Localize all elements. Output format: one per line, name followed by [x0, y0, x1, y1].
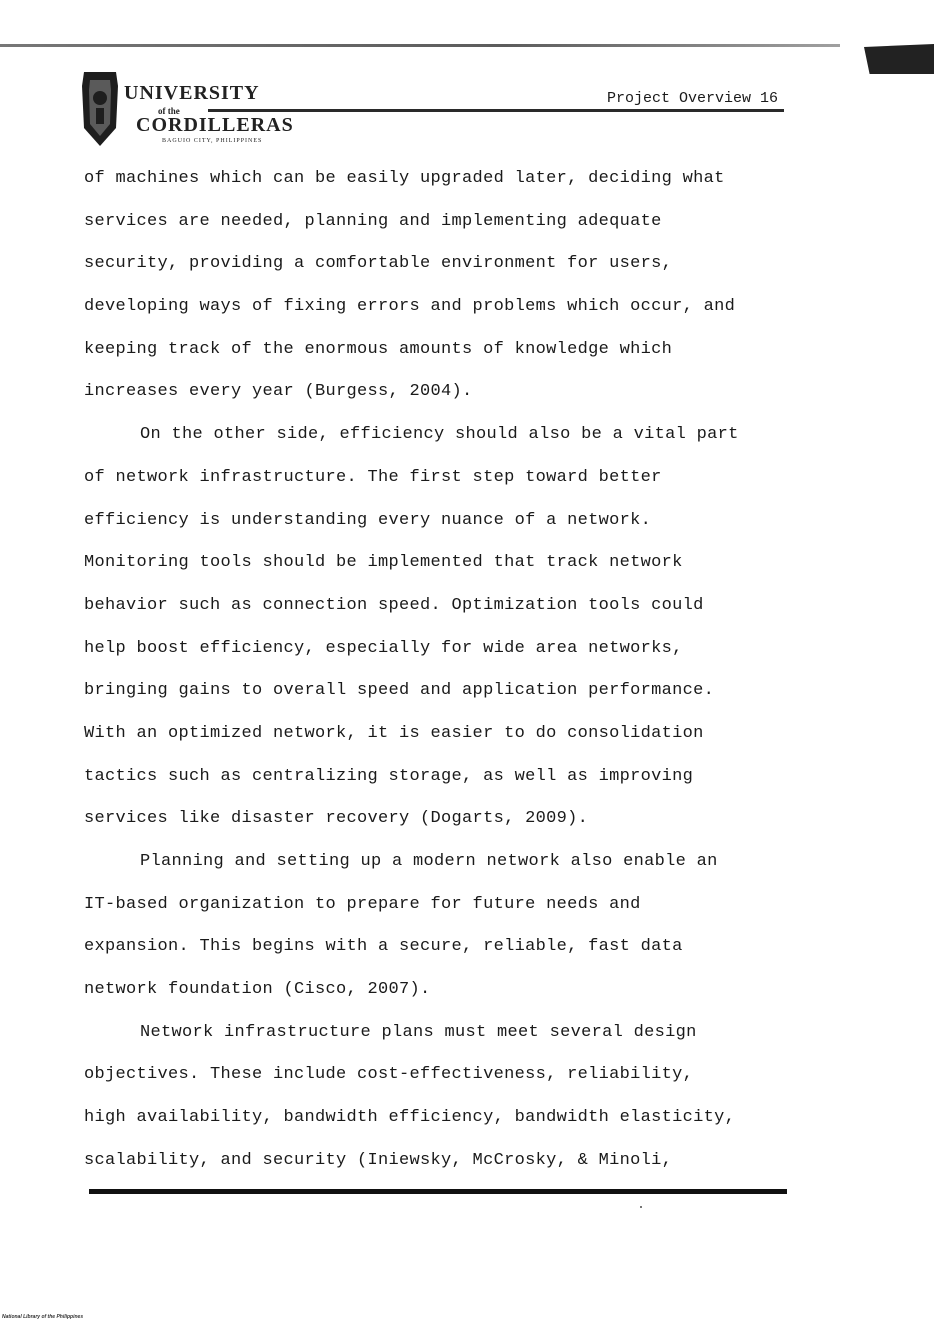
scan-edge-line — [0, 44, 840, 47]
scan-speck — [640, 1206, 642, 1208]
logo-cordilleras-word: CORDILLERAS — [136, 114, 294, 136]
header-rule — [208, 109, 784, 112]
text-line: With an optimized network, it is easier to do consolidation — [84, 723, 704, 743]
text-line: services are needed, planning and implementing adequate — [84, 211, 662, 231]
text-line: network foundation (Cisco, 2007). — [84, 980, 431, 1000]
text-line: keeping track of the enormous amounts of knowledge which — [84, 339, 673, 359]
text-line: developing ways of fixing errors and problems which occur, and — [84, 297, 736, 317]
library-watermark: National Library of the Philippines — [2, 1314, 84, 1320]
logo-city-line: BAGUIO CITY, PHILIPPINES — [162, 138, 263, 144]
text-line: help boost efficiency, especially for wide area networks, — [84, 638, 683, 658]
scan-corner-mark — [864, 44, 934, 74]
text-line: services like disaster recovery (Dogarts, 2009). — [84, 809, 589, 829]
text-line: efficiency is understanding every nuance of a network. — [84, 510, 652, 530]
text-line: increases every year (Burgess, 2004). — [84, 382, 473, 402]
text-line: tactics such as centralizing storage, as well as improving — [84, 766, 694, 786]
logo-of-the: of the — [158, 106, 180, 116]
page-header — [78, 68, 784, 152]
text-line: bringing gains to overall speed and application performance. — [84, 681, 715, 701]
body-text — [84, 158, 796, 1183]
paragraph-start-line: Planning and setting up a modern network also enable an — [140, 852, 718, 871]
text-line: scalability, and security (Iniewsky, McCrosky, & Minoli, — [84, 1150, 673, 1170]
footer-rule — [89, 1189, 787, 1194]
university-seal-icon — [78, 68, 122, 148]
text-line: of network infrastructure. The first step toward better — [84, 467, 662, 487]
paragraph-start-line: Network infrastructure plans must meet several design — [140, 1022, 697, 1042]
paragraph-start-line: On the other side, efficiency should also be a vital part — [140, 425, 739, 445]
text-line: IT-based organization to prepare for future needs and — [84, 894, 641, 914]
text-line: objectives. These include cost-effectiveness, reliability, — [84, 1065, 694, 1085]
text-line: expansion. This begins with a secure, reliable, fast data — [84, 937, 683, 957]
university-logo-text — [124, 82, 304, 148]
text-line: of machines which can be easily upgraded later, deciding what — [84, 169, 725, 188]
text-line: Monitoring tools should be implemented that track network — [84, 553, 683, 573]
text-line: high availability, bandwidth efficiency, bandwidth elasticity, — [84, 1108, 736, 1128]
running-header-title: Project Overview 16 — [606, 90, 778, 107]
text-line: behavior such as connection speed. Optimization tools could — [84, 595, 704, 615]
logo-university-word: UNIVERSITY — [124, 82, 260, 104]
text-line: security, providing a comfortable environment for users, — [84, 254, 673, 274]
